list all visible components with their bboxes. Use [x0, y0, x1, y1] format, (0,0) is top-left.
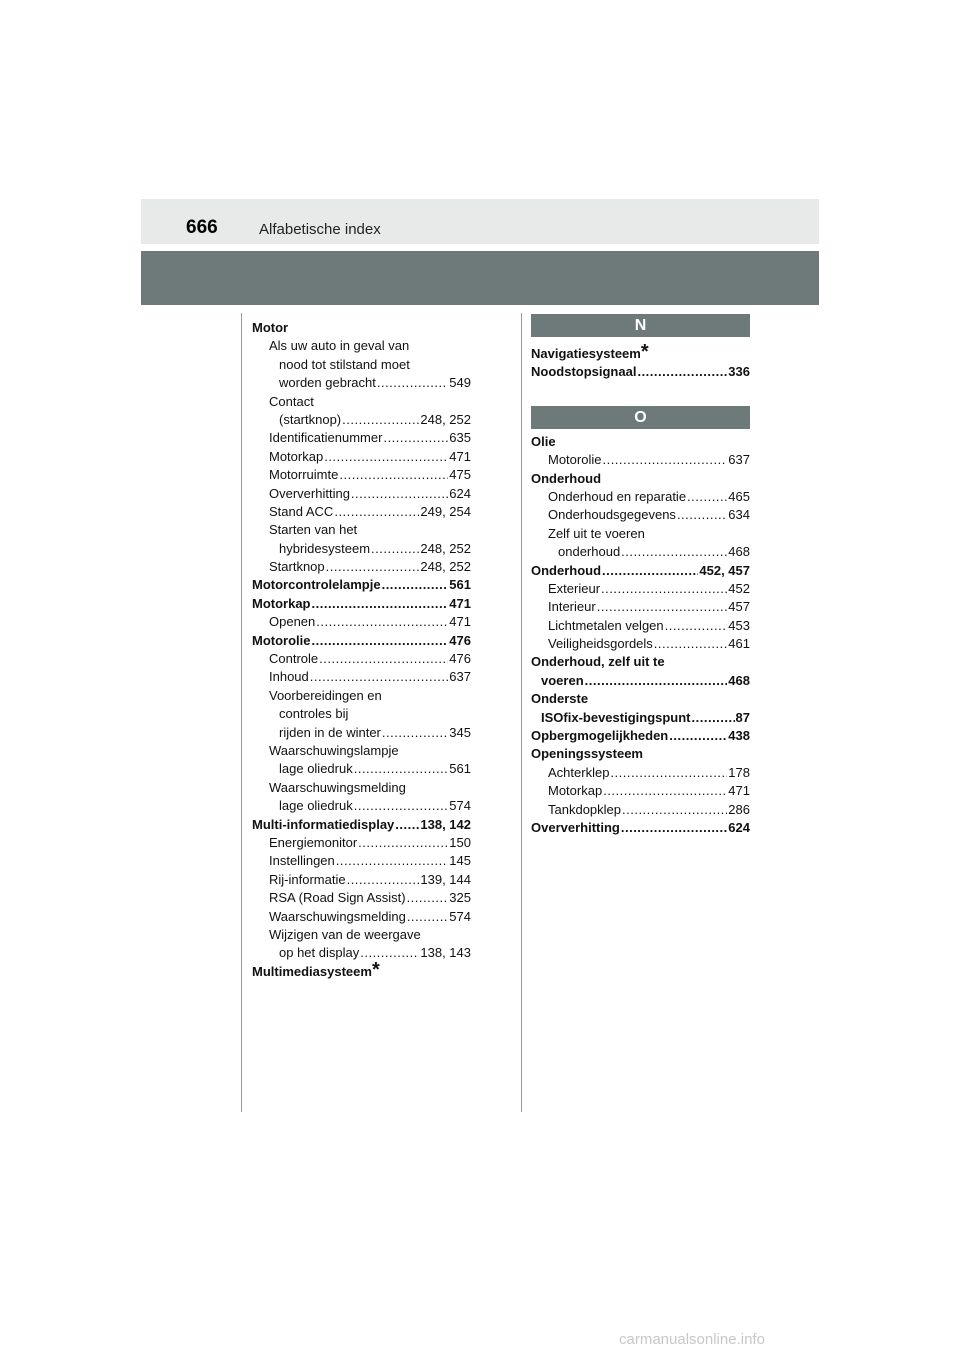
dot-leader	[312, 595, 449, 613]
index-entry	[531, 433, 750, 451]
right-column-rule	[521, 313, 522, 1112]
index-entry-label: Multi-informatiedisplay	[252, 816, 395, 832]
index-entry	[252, 558, 471, 576]
index-entry-label: controles bij	[279, 706, 349, 722]
index-entry	[531, 617, 750, 635]
index-entry-page: 471	[449, 614, 471, 630]
dot-leader	[621, 543, 727, 561]
index-entry	[531, 672, 750, 690]
index-entry-label: onderhoud	[558, 544, 621, 560]
index-entry-label: Oververhitting	[269, 485, 350, 501]
index-entry-label: RSA (Road Sign Assist)	[269, 890, 406, 906]
index-entry-page: 87	[735, 709, 750, 725]
index-column-left	[252, 319, 471, 981]
page-number: 666	[186, 217, 218, 238]
dot-leader	[310, 668, 449, 686]
index-entry	[531, 525, 750, 543]
index-entry	[531, 451, 750, 469]
index-entry-label: Interieur	[548, 599, 596, 615]
index-entry	[252, 429, 471, 447]
watermark: carmanualsonline.info	[619, 1331, 765, 1348]
index-entry-page: 561	[449, 577, 471, 593]
index-entry-page: 476	[449, 632, 471, 648]
index-entry-label: Achterklep	[548, 764, 610, 780]
index-entry-page: 336	[728, 364, 750, 380]
index-entry-label: Als uw auto in geval van	[269, 338, 410, 354]
section-n-entries	[531, 341, 750, 382]
dot-leader	[358, 834, 448, 852]
index-entry-page: 145	[449, 853, 471, 869]
index-entry	[531, 363, 750, 381]
index-entry-page: 624	[449, 485, 471, 501]
dot-leader	[354, 760, 449, 778]
index-entry-page: 248, 252	[420, 559, 471, 575]
index-entry-label: Startknop	[269, 559, 325, 575]
index-entry	[252, 834, 471, 852]
index-entry-label: Oververhitting	[531, 819, 620, 835]
dot-leader	[677, 506, 727, 524]
dot-leader	[601, 580, 727, 598]
index-entry-label: Contact	[269, 393, 314, 409]
index-entry	[252, 595, 471, 613]
index-entry	[531, 690, 750, 708]
index-entry	[252, 485, 471, 503]
index-entry	[531, 506, 750, 524]
index-entry	[252, 650, 471, 668]
header-band	[141, 199, 819, 244]
dot-leader	[654, 635, 728, 653]
index-entry-label: Motorolie	[252, 632, 311, 648]
dot-leader	[334, 503, 419, 521]
index-entry-page: 325	[449, 890, 471, 906]
index-entry	[252, 742, 471, 760]
index-entry-label: Motor	[252, 320, 289, 335]
index-entry-label: Motorkap	[269, 448, 324, 464]
index-entry-label: Zelf uit te voeren	[548, 525, 645, 541]
index-entry-page: 637	[449, 669, 471, 685]
index-entry: Multimediasysteem *	[252, 958, 380, 981]
dot-leader	[622, 801, 727, 819]
index-entry	[252, 668, 471, 686]
index-entry	[252, 393, 471, 411]
index-entry-page: 453	[728, 617, 750, 633]
index-entry-page: 475	[449, 467, 471, 483]
index-entry-label: Motorkap	[252, 595, 311, 611]
index-entry-label: Stand ACC	[269, 503, 334, 519]
index-entry	[252, 521, 471, 539]
index-entry-page: 476	[449, 651, 471, 667]
index-entry-label: Wijzigen van de weergave	[269, 926, 421, 942]
index-entry	[252, 540, 471, 558]
letter-heading-n: N	[531, 314, 750, 337]
dot-leader	[585, 672, 728, 690]
index-entry-label: Controle	[269, 651, 319, 667]
index-entry-label: rijden in de winter	[279, 724, 381, 740]
index-entry	[252, 687, 471, 705]
index-entry: Navigatiesysteem *	[531, 341, 649, 363]
section-o-entries	[531, 433, 750, 838]
index-entry-label: Noodstopsignaal	[531, 364, 637, 380]
index-entry	[531, 653, 750, 671]
index-entry	[252, 337, 471, 355]
index-entry	[531, 598, 750, 616]
dot-leader	[603, 782, 727, 800]
index-entry	[252, 871, 471, 889]
index-entry-page: 549	[449, 375, 471, 391]
letter-heading-o: O	[531, 406, 750, 429]
dot-leader	[395, 816, 419, 834]
index-entry	[252, 797, 471, 815]
dot-leader	[347, 871, 420, 889]
index-entry-page: 438	[728, 728, 750, 744]
index-entry	[252, 356, 471, 374]
index-entry-label: Olie	[531, 433, 556, 449]
index-entry-label: worden gebracht	[279, 375, 376, 391]
index-entry	[252, 926, 471, 944]
index-entry-label: Waarschuwingsmelding	[269, 779, 406, 795]
index-entry	[531, 782, 750, 800]
index-entry-page: 574	[449, 798, 471, 814]
dot-leader	[312, 632, 449, 650]
dot-leader	[342, 411, 419, 429]
dot-leader	[339, 466, 448, 484]
index-entry	[252, 944, 471, 962]
index-entry	[531, 801, 750, 819]
index-entry-label: Onderhoudsgegevens	[548, 507, 676, 523]
index-entry	[531, 470, 750, 488]
index-entry	[252, 411, 471, 429]
index-entry-label: Openingssysteem	[531, 746, 643, 762]
index-entry-page: 471	[728, 783, 750, 799]
index-entry-label: op het display	[279, 945, 360, 961]
index-entry-label: Onderste	[531, 691, 589, 707]
index-entry-label: Openen	[269, 614, 316, 630]
index-entry-page: 248, 252	[420, 540, 471, 556]
index-entry-page: 468	[728, 544, 750, 560]
index-entry-page: 637	[728, 452, 750, 468]
index-entry-page: 248, 252	[420, 411, 471, 427]
index-entry-label: Waarschuwingsmelding	[269, 908, 406, 924]
index-entry-label: Energiemonitor	[269, 834, 358, 850]
index-entry-label: Motorcontrolelampje	[252, 577, 381, 593]
dot-leader	[621, 819, 727, 837]
index-entry-label: Identificatienummer	[269, 430, 383, 446]
index-entry	[531, 764, 750, 782]
index-entry-label: Motorolie	[548, 452, 602, 468]
index-entry-label: (startknop)	[279, 411, 342, 427]
index-entry-page: 634	[728, 507, 750, 523]
index-entry-label: Instellingen	[269, 853, 335, 869]
dot-leader	[324, 448, 448, 466]
index-entry	[531, 819, 750, 837]
dot-leader	[382, 724, 448, 742]
index-entry-page: 178	[728, 764, 750, 780]
index-entry-page: 457	[728, 599, 750, 615]
dot-leader	[336, 852, 449, 870]
index-entry-page: 471	[449, 448, 471, 464]
index-entry	[252, 816, 471, 834]
index-entry-label: Onderhoud, zelf uit te	[531, 654, 665, 670]
dot-leader	[354, 797, 449, 815]
index-entry	[531, 635, 750, 653]
dot-leader	[637, 363, 727, 381]
dot-leader	[665, 617, 728, 635]
index-entry-page: 635	[449, 430, 471, 446]
index-entry-page: 574	[449, 908, 471, 924]
index-entry	[252, 908, 471, 926]
header-dark-band	[141, 251, 819, 305]
index-entry	[252, 448, 471, 466]
index-entry	[252, 503, 471, 521]
index-entry	[252, 724, 471, 742]
dot-leader	[687, 488, 727, 506]
index-entry-label: Tankdopklep	[548, 801, 621, 817]
index-entry-label: Motorkap	[548, 783, 603, 799]
index-entry-label: Lichtmetalen velgen	[548, 617, 664, 633]
dot-leader	[319, 650, 448, 668]
dot-leader	[669, 727, 727, 745]
index-entry-label: Waarschuwingslampje	[269, 742, 399, 758]
section-title: Alfabetische index	[259, 221, 381, 238]
index-entry	[531, 709, 750, 727]
index-entry-page: 139, 144	[420, 871, 471, 887]
index-entry	[252, 632, 471, 650]
index-entry-label: lage oliedruk	[279, 798, 353, 814]
index-entry	[252, 852, 471, 870]
index-entry-label: Inhoud	[269, 669, 309, 685]
index-entry-page: 465	[728, 488, 750, 504]
dot-leader	[316, 613, 448, 631]
index-entry-label: Opbergmogelijkheden	[531, 728, 669, 744]
dot-leader	[371, 540, 419, 558]
dot-leader	[377, 374, 448, 392]
dot-leader	[360, 944, 419, 962]
index-entry	[252, 319, 471, 337]
index-entry	[252, 613, 471, 631]
index-entry	[531, 727, 750, 745]
index-entry-page: 461	[728, 636, 750, 652]
dot-leader	[351, 485, 448, 503]
index-entry-label: Onderhoud	[531, 470, 602, 486]
dot-leader	[383, 429, 448, 447]
index-entry-page: 150	[449, 834, 471, 850]
index-entry	[531, 580, 750, 598]
index-entry-page: 345	[449, 724, 471, 740]
left-column-rule	[241, 313, 242, 1112]
index-entry-label: hybridesysteem	[279, 540, 371, 556]
dot-leader	[407, 889, 449, 907]
index-entry-label: Navigatiesysteem	[531, 346, 641, 361]
index-entry-label: Motorruimte	[269, 467, 339, 483]
dot-leader	[326, 558, 420, 576]
index-entry-label: voeren	[541, 672, 584, 688]
dot-leader	[602, 562, 698, 580]
index-entry-page: 138, 143	[420, 945, 471, 961]
index-entry-page: 471	[449, 595, 471, 611]
index-entry	[531, 543, 750, 561]
index-column-right	[531, 314, 750, 837]
index-entry	[252, 374, 471, 392]
index-entry-page: 286	[728, 801, 750, 817]
index-entry-page: 249, 254	[420, 503, 471, 519]
index-entry-page: 561	[449, 761, 471, 777]
index-entry-label: Exterieur	[548, 580, 601, 596]
index-entry-label: nood tot stilstand moet	[279, 356, 410, 372]
dot-leader	[602, 451, 727, 469]
index-entry	[531, 488, 750, 506]
dot-leader	[407, 908, 448, 926]
dot-leader	[610, 764, 727, 782]
index-entry	[252, 760, 471, 778]
index-entry-page: 468	[728, 672, 750, 688]
index-entry	[252, 779, 471, 797]
index-entry	[252, 889, 471, 907]
dot-leader	[597, 598, 728, 616]
index-entry-page: 624	[728, 819, 750, 835]
index-entry-label: lage oliedruk	[279, 761, 353, 777]
index-entry-label: Starten van het	[269, 522, 358, 538]
index-entry-label: ISOfix-bevestigingspunt	[541, 709, 691, 725]
index-entry-page: 138, 142	[420, 816, 471, 832]
index-entry-label: Onderhoud en reparatie	[548, 488, 687, 504]
index-entry-label: Multimediasysteem	[252, 963, 372, 979]
index-entry-page: 452	[728, 580, 750, 596]
dot-leader	[692, 709, 735, 727]
index-entry	[531, 562, 750, 580]
index-entry-label: Rij-informatie	[269, 871, 346, 887]
index-entry-page: 452, 457	[699, 562, 750, 578]
index-entry	[531, 745, 750, 763]
index-entry-label: Veiligheidsgordels	[548, 636, 653, 652]
index-entry	[252, 576, 471, 594]
dot-leader	[382, 576, 449, 594]
index-entry-label: Voorbereidingen en	[269, 687, 382, 703]
index-entry	[252, 466, 471, 484]
index-entry-label: Onderhoud	[531, 562, 602, 578]
index-entry	[252, 705, 471, 723]
